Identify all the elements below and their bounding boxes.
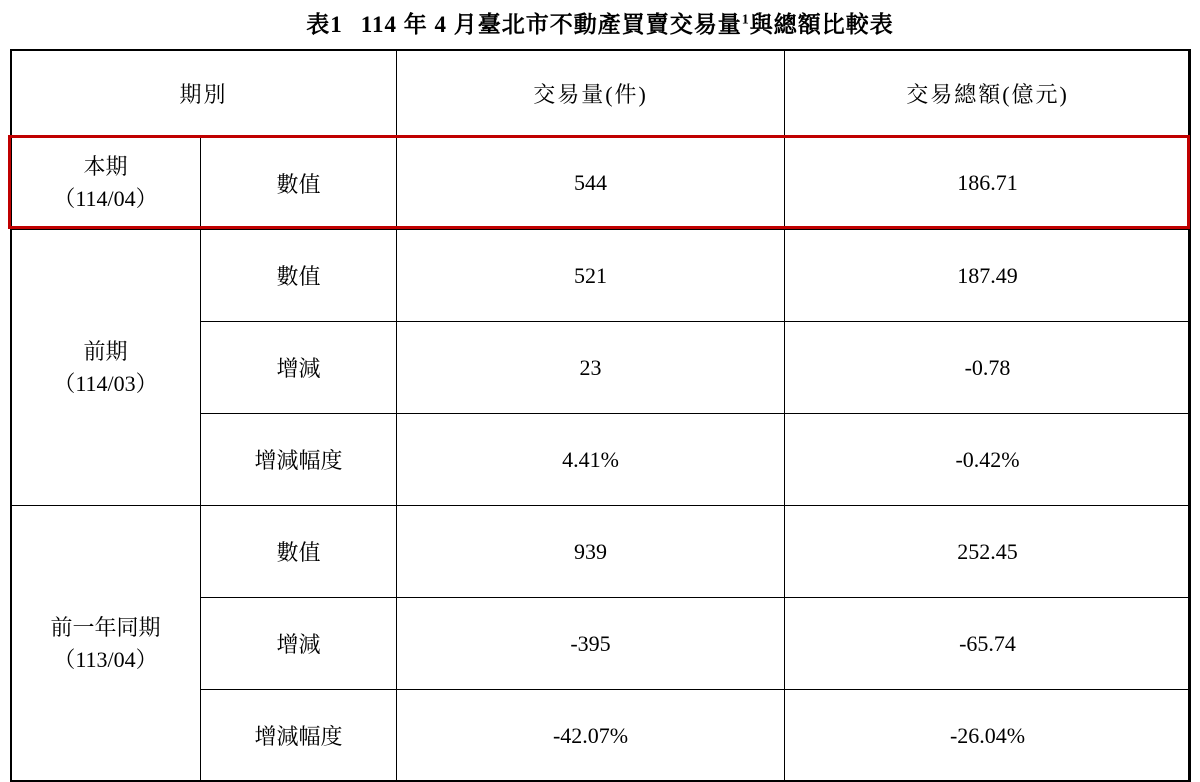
table-container xyxy=(10,49,1190,782)
value-amount: 187.49 xyxy=(785,230,1191,322)
table-header xyxy=(11,50,1191,137)
item-label: 增減幅度 xyxy=(201,690,397,782)
comparison-table xyxy=(10,49,1191,782)
table-row xyxy=(11,230,1191,322)
value-count: -395 xyxy=(397,598,785,690)
header-period: 期別 xyxy=(11,50,397,137)
period-year-ago-date: （113/04） xyxy=(53,646,158,672)
period-previous-date: （114/03） xyxy=(53,370,158,396)
period-current-name: 本期 xyxy=(83,154,128,180)
table-label: 表1 xyxy=(306,12,343,37)
value-amount: -0.42% xyxy=(785,414,1191,506)
value-count: 23 xyxy=(397,322,785,414)
value-amount: -65.74 xyxy=(785,598,1191,690)
page-title xyxy=(0,0,1200,49)
table-row xyxy=(11,137,1191,230)
title-footnote-marker: 1 xyxy=(741,12,750,28)
table-title-tail: 與總額比較表 xyxy=(749,12,894,37)
item-label: 增減 xyxy=(201,322,397,414)
header-row xyxy=(11,50,1191,137)
table-row xyxy=(11,506,1191,598)
period-year-ago-name: 前一年同期 xyxy=(50,614,161,640)
item-label: 數值 xyxy=(201,506,397,598)
item-label: 數值 xyxy=(201,230,397,322)
item-label: 增減 xyxy=(201,598,397,690)
period-current xyxy=(11,137,201,230)
value-count: 4.41% xyxy=(397,414,785,506)
value-count: -42.07% xyxy=(397,690,785,782)
period-previous-name: 前期 xyxy=(83,338,128,364)
value-amount: -0.78 xyxy=(785,322,1191,414)
value-count: 939 xyxy=(397,506,785,598)
header-count: 交易量(件) xyxy=(397,50,785,137)
value-amount: 186.71 xyxy=(785,137,1191,230)
period-year-ago xyxy=(11,506,201,782)
table-title-text: 114 年 4 月臺北市不動產買賣交易量 xyxy=(360,12,742,37)
period-current-date: （114/04） xyxy=(53,186,158,211)
value-amount: 252.45 xyxy=(785,506,1191,598)
item-label: 數值 xyxy=(201,137,397,230)
value-amount: -26.04% xyxy=(785,690,1191,782)
value-count: 544 xyxy=(397,137,785,230)
item-label: 增減幅度 xyxy=(201,414,397,506)
table-body xyxy=(11,137,1191,782)
header-amount: 交易總額(億元) xyxy=(785,50,1191,137)
period-previous xyxy=(11,230,201,506)
value-count: 521 xyxy=(397,230,785,322)
